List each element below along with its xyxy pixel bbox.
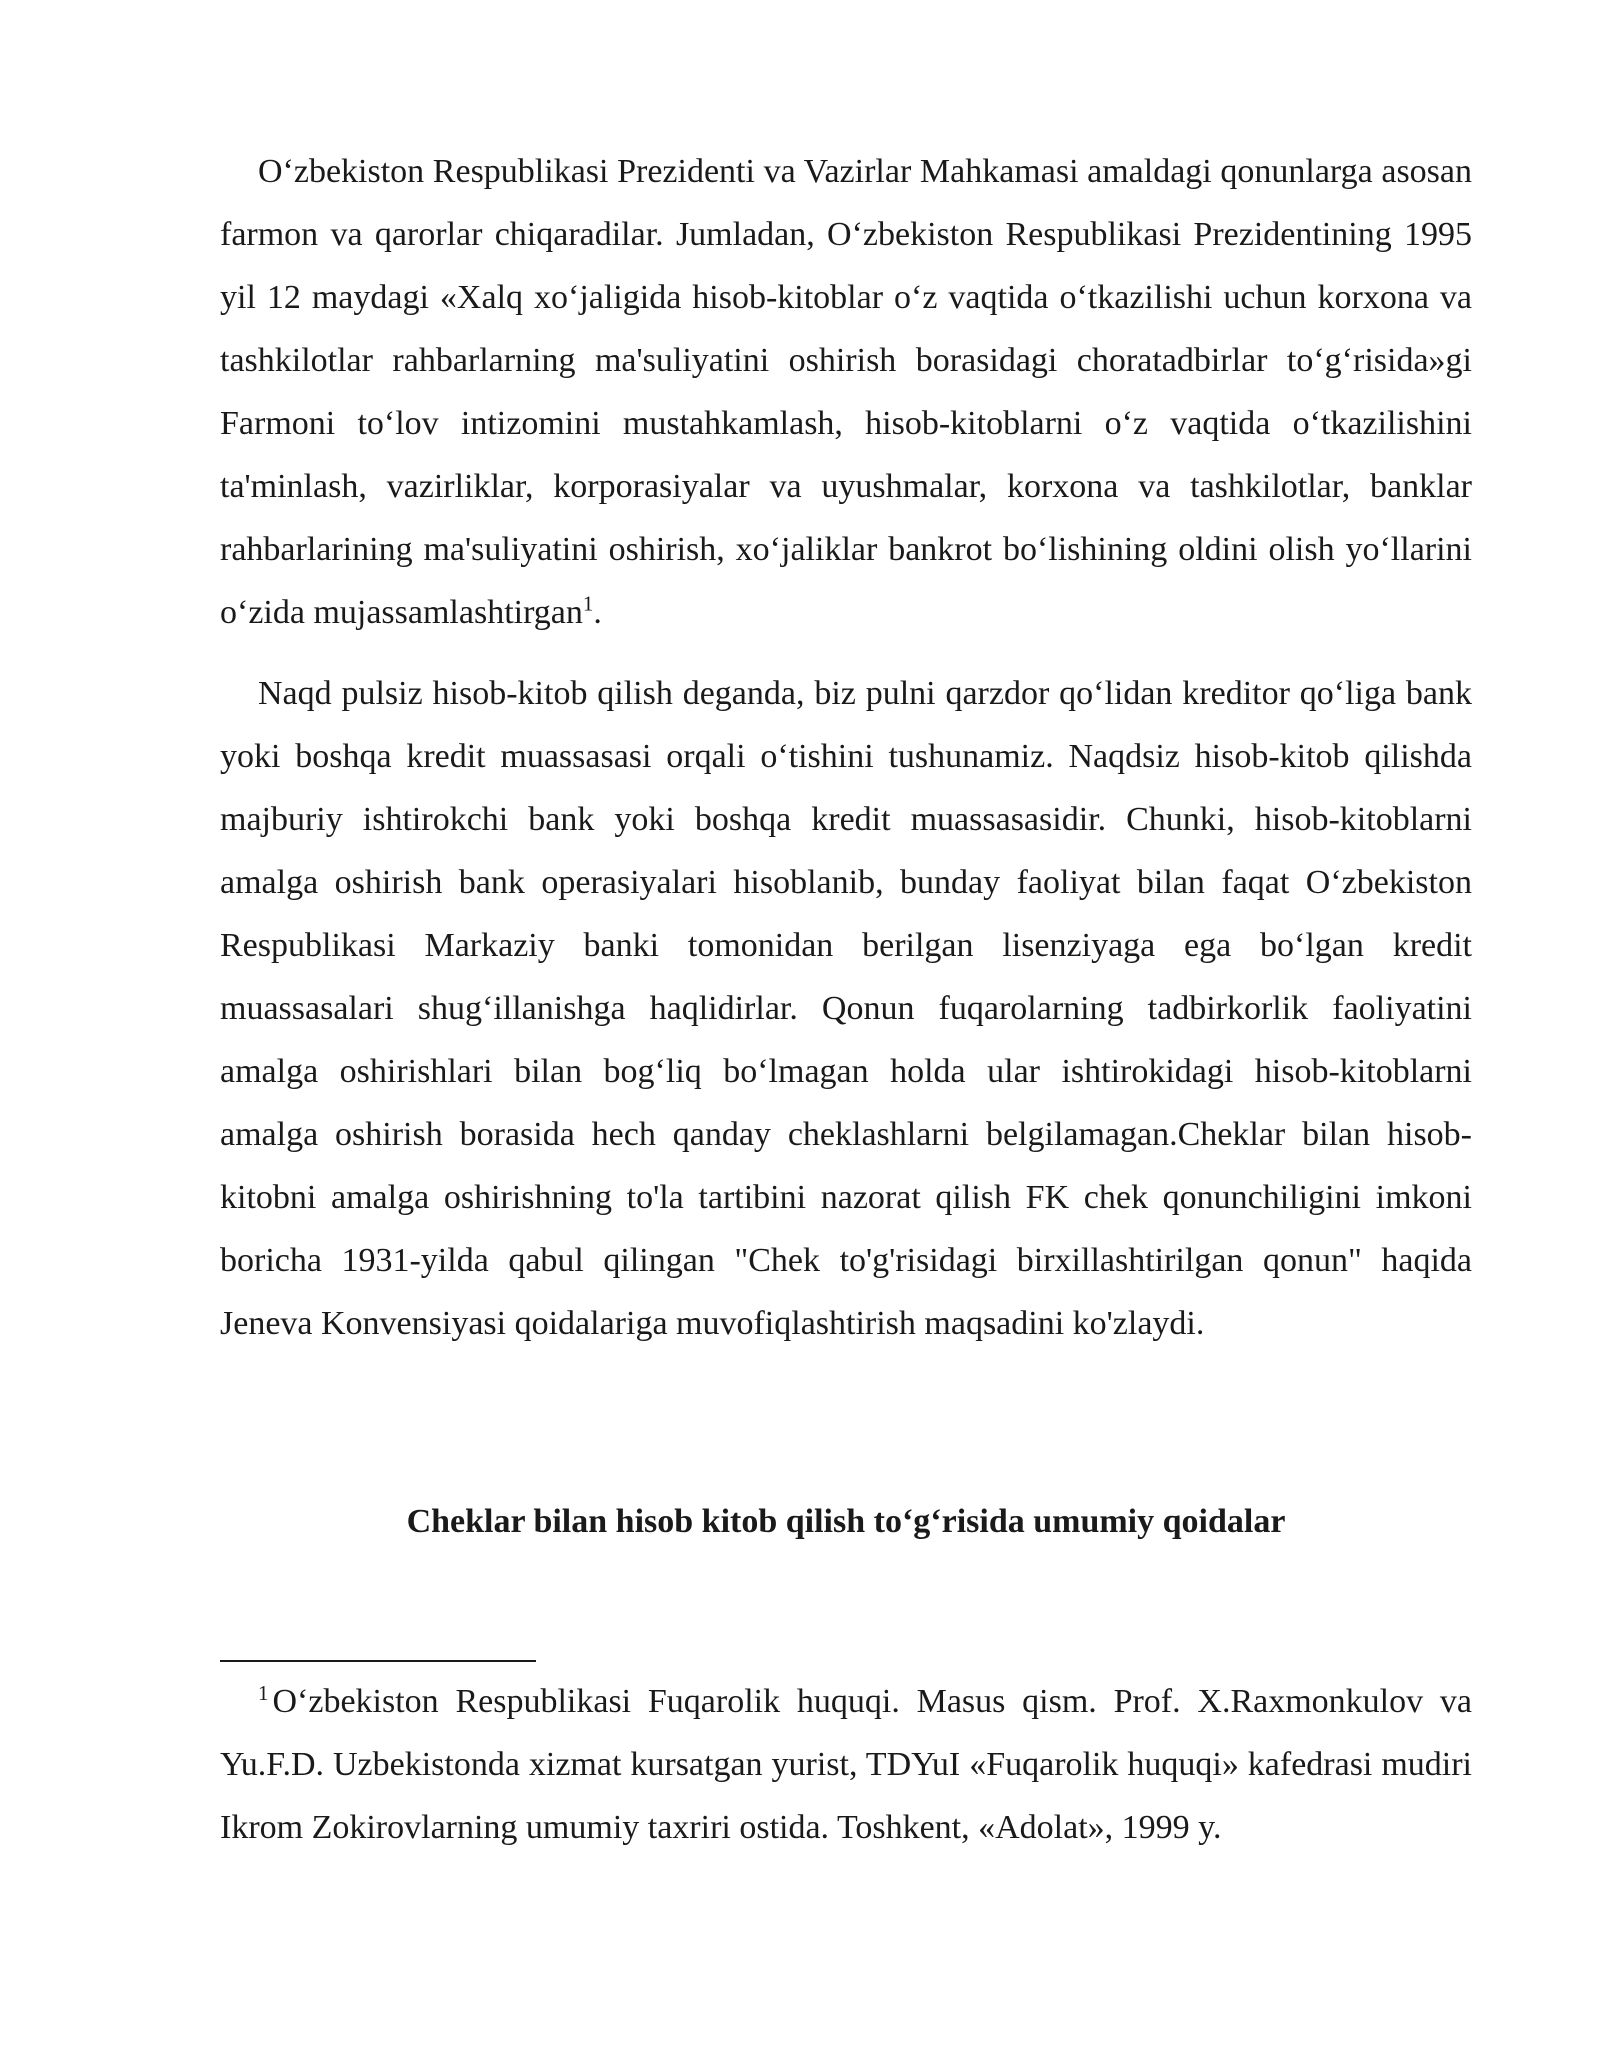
footnote-separator (220, 1660, 536, 1662)
footnote (220, 1670, 1472, 1859)
paragraph-1-text: Oʻzbekiston Respublikasi Prezidenti va Vazirlar Mahkamasi amaldagi qonunlarga asosan farmon va qarorlar chiqaradilar. Jumladan, Oʻzbekiston Respublikasi Prezidentining 1995 yil 12 maydagi «Xalq xoʻjaligida hisob-kitoblar oʻz vaqtida oʻtkazilishi uchun korxona va tashkilotlar rahbarlarning ma'suliyatini oshirish borasidagi choratadbirlar toʻgʻrisida»gi Farmoni toʻlov intizomini mustahkamlash, hisob-kitoblarni oʻz vaqtida oʻtkazilishini ta'minlash, vazirliklar, korporasiyalar va uyushmalar, korxona va tashkilotlar, banklar rahbarlarining ma'suliyatini oshirish, xoʻjaliklar bankrot boʻlishining oldini olish yoʻllarini oʻzida mujassamlashtirgan (220, 153, 1472, 631)
footnote-text: Oʻzbekiston Respublikasi Fuqarolik huquqi. Masus qism. Prof. X.Raxmonkulov va Yu.F.D. Uzbekistonda xizmat kursatgan yurist, TDYuI «Fuqarolik huquqi» kafedrasi mudiri Ikrom Zokirovlarning umumiy taxriri ostida. Toshkent, «Adolat», 1999 y. (220, 1683, 1472, 1846)
footnote-mark: 1 (258, 1680, 269, 1705)
body-paragraph-1 (220, 140, 1472, 644)
body-paragraph-2: Naqd pulsiz hisob-kitob qilish deganda, biz pulni qarzdor qoʻlidan kreditor qoʻliga bank yoki boshqa kredit muassasasi orqali oʻtishini tushunamiz. Naqdsiz hisob-kitob qilishda majburiy ishtirokchi bank yoki boshqa kredit muassasasidir. Chunki, hisob-kitoblarni amalga oshirish bank operasiyalari hisoblanib, bunday faoliyat bilan faqat Oʻzbekiston Respublikasi Markaziy banki tomonidan berilgan lisenziyaga ega boʻlgan kredit muassasalari shugʻillanishga haqlidirlar. Qonun fuqarolarning tadbirkorlik faoliyatini amalga oshirishlari bilan bogʻliq boʻlmagan holda ular ishtirokidagi hisob-kitoblarni amalga oshirish borasida hech qanday cheklashlarni belgilamagan.Cheklar bilan hisob-kitobni amalga oshirishning to'la tartibini nazorat qilish FK chek qonunchiligini imkoni boricha 1931-yilda qabul qilingan "Chek to'g'risidagi birxillashtirilgan qonun" haqida Jeneva Konvensiyasi qoidalariga muvofiqlashtirish maqsadini ko'zlaydi. (220, 675, 1472, 1342)
footnote-reference[interactable]: 1 (582, 591, 594, 616)
paragraph-1-end: . (593, 594, 602, 631)
section-heading: Cheklar bilan hisob kitob qilish toʻgʻrisida umumiy qoidalar (406, 1503, 1286, 1540)
document-page (220, 140, 1472, 1846)
